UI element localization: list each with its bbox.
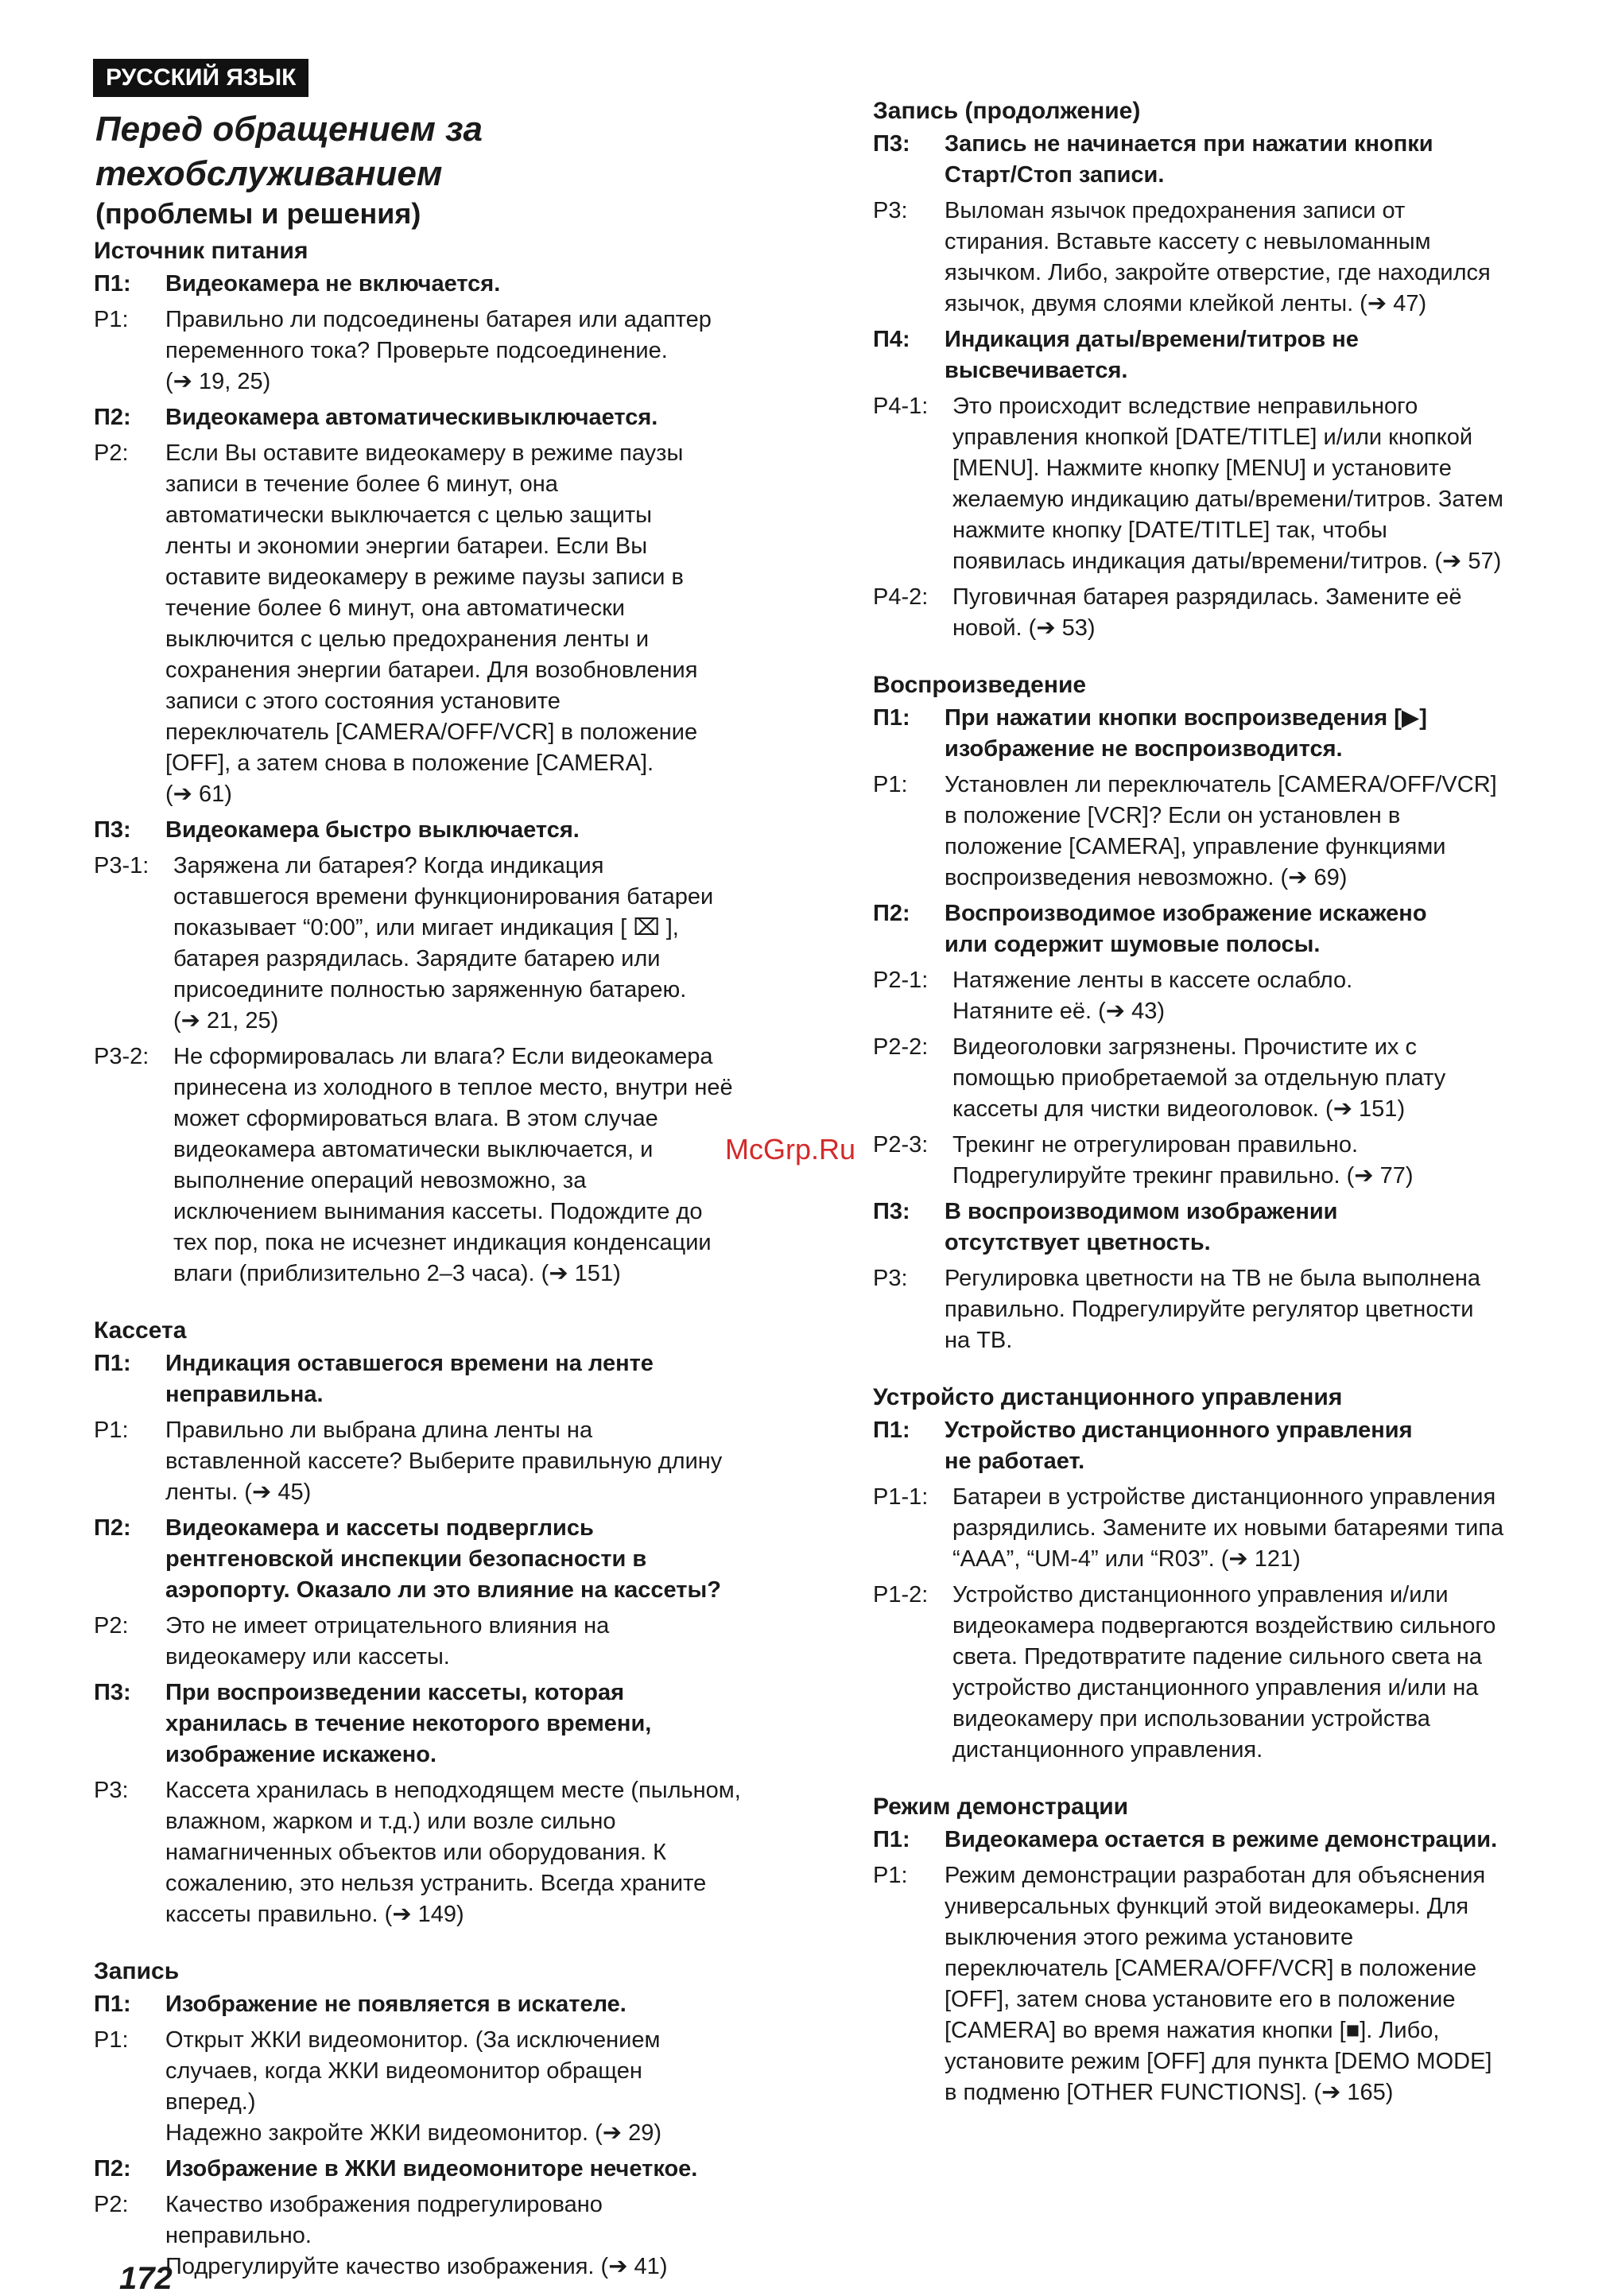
- question-label: П3:: [873, 131, 910, 157]
- question-text: Видеокамера автоматическивыключается.: [165, 405, 658, 430]
- answer-text: Натяжение ленты в кассете ослабло. Натяните её. (➔ 43): [952, 968, 1353, 1024]
- question-label: П3:: [873, 1199, 910, 1224]
- answer-row: [873, 1263, 1589, 1356]
- answer-row: [94, 2189, 825, 2282]
- left-column: [94, 235, 825, 2287]
- answer-text: Пуговичная батарея разрядилась. Замените её новой. (➔ 53): [952, 584, 1462, 641]
- answer-label: Р3:: [873, 1266, 908, 1291]
- page-title: [95, 107, 700, 196]
- answer-row: [873, 582, 1589, 644]
- question-text: Видеокамера быстро выключается.: [165, 817, 580, 843]
- question-text: В воспроизводимом изображении отсутствует цветность.: [945, 1199, 1338, 1255]
- answer-label: Р1-1:: [873, 1484, 929, 1510]
- section-2: [873, 669, 1589, 1356]
- answer-text: Это происходит вследствие неправильного управления кнопкой [DATE/TITLE] и/или кнопкой [MENU]. Нажмите кнопку [MENU] и установите желаемую индикацию даты/времени/титров. Затем нажмите кнопку [DATE/TITLE] так, чтобы появилась индикация даты/времени/титров. (➔ 57): [952, 394, 1503, 574]
- question-row: [94, 269, 825, 300]
- question-text: Воспроизводимое изображение искажено или содержит шумовые полосы.: [945, 901, 1427, 957]
- answer-label: Р2:: [94, 2192, 129, 2217]
- answer-label: Р3:: [94, 1778, 129, 1803]
- question-row: [873, 1415, 1589, 1477]
- answer-text: Трекинг не отрегулирован правильно. Подрегулируйте трекинг правильно. (➔ 77): [952, 1132, 1414, 1189]
- answer-label: Р3-1:: [94, 853, 149, 878]
- section-title: Воспроизведение: [873, 672, 1087, 698]
- answer-text: Правильно ли подсоединены батарея или адаптер переменного тока? Проверьте подсоединение. (➔ 19, 25): [165, 307, 712, 394]
- answer-row: [94, 304, 825, 398]
- answer-text: Не сформировалась ли влага? Если видеокамера принесена из холодного в теплое место, внутри неё может сформироваться влага. В этом случае видеокамера автоматически выключается, и выполнение операций невозможно, за исключением вынимания кассеты. Подождите до тех пор, пока не исчезнет индикация конденсации влаги (приблизительно 2–3 часа). (➔ 151): [173, 1044, 733, 1286]
- answer-text: Качество изображения подрегулировано неправильно. Подрегулируйте качество изображения. (➔ 41): [165, 2192, 668, 2279]
- question-text: Устройство дистанционного управления не работает.: [945, 1418, 1413, 1474]
- answer-row: [873, 1580, 1589, 1766]
- answer-label: Р1-2:: [873, 1582, 929, 1608]
- answer-row: [94, 2025, 825, 2149]
- question-label: П1:: [94, 1351, 131, 1376]
- question-label: П1:: [94, 271, 131, 297]
- question-label: П2:: [873, 901, 910, 926]
- question-text: Видеокамера остается в режиме демонстрации.: [945, 1827, 1498, 1852]
- question-text: Видеокамера не включается.: [165, 271, 501, 297]
- right-column: [873, 95, 1589, 2113]
- section-4: [873, 1791, 1589, 2108]
- question-row: [94, 815, 825, 846]
- watermark-text: McGrp.Ru: [725, 1133, 856, 1165]
- answer-row: [94, 1775, 825, 1930]
- answer-label: Р2:: [94, 440, 129, 466]
- answer-text: Открыт ЖКИ видеомонитор. (За исключением случаев, когда ЖКИ видеомонитор обращен вперед.) Надежно закройте ЖКИ видеомонитор. (➔ 29): [165, 2027, 661, 2146]
- language-badge: РУССКИЙ ЯЗЫК: [93, 59, 308, 97]
- answer-row: [873, 391, 1589, 577]
- answer-text: Это не имеет отрицательного влияния на видеокамеру или кассеты.: [165, 1613, 610, 1670]
- section-1: [873, 95, 1589, 644]
- answer-text: Установлен ли переключатель [CAMERA/OFF/VCR] в положение [VCR]? Если он установлен в положение [CAMERA], управление функциями воспроизведения невозможно. (➔ 69): [945, 772, 1497, 890]
- question-label: П3:: [94, 817, 131, 843]
- section-title: Устройсто дистанционного управления: [873, 1384, 1343, 1410]
- question-text: Индикация даты/времени/титров не высвечивается.: [945, 327, 1359, 383]
- page-subtitle: (проблемы и решения): [95, 197, 421, 230]
- answer-row: [94, 1041, 825, 1290]
- question-text: Изображение в ЖКИ видеомониторе нечеткое.: [165, 2156, 698, 2182]
- answer-label: Р1:: [94, 307, 129, 332]
- answer-label: Р2-2:: [873, 1034, 929, 1060]
- answer-text: Если Вы оставите видеокамеру в режиме паузы записи в течение более 6 минут, она автоматически выключается с целью защиты ленты и экономии энергии батареи. Если Вы оставите видеокамеру в режиме паузы записи в течение более 6 минут, она автоматически выключится с целью предохранения ленты и сохранения энергии батареи. Для возобновления записи с этого состояния установите переключатель [CAMERA/OFF/VCR] в положение [OFF], а затем снова в положение [CAMERA]. (➔ 61): [165, 440, 698, 807]
- question-label: П1:: [94, 1992, 131, 2017]
- answer-label: Р2-3:: [873, 1132, 929, 1158]
- question-label: П1:: [873, 705, 910, 731]
- answer-row: [873, 1860, 1589, 2108]
- answer-row: [873, 770, 1589, 894]
- page-title-text: Перед обращением за техобслуживанием: [95, 110, 483, 193]
- answer-row: [873, 196, 1589, 320]
- answer-text: Выломан язычок предохранения записи от стирания. Вставьте кассету с невыломанным язычком. Либо, закройте отверстие, где находился язычок, двумя слоями клейкой ленты. (➔ 47): [945, 198, 1491, 316]
- answer-label: Р1:: [873, 772, 908, 797]
- section-title: Источник питания: [94, 238, 308, 264]
- answer-label: Р2-1:: [873, 968, 929, 993]
- section-2: [94, 1315, 825, 1930]
- section-3: [94, 1956, 825, 2282]
- question-label: П1:: [873, 1418, 910, 1443]
- question-row: [94, 1989, 825, 2020]
- answer-text: Режим демонстрации разработан для объяснения универсальных функций этой видеокамеры. Для выключения этого режима установите переключатель [CAMERA/OFF/VCR] в положение [OFF], затем снова установите его в положение [CAMERA] во время нажатия кнопки [■]. Либо, установите режим [OFF] для пункта [DEMO MODE] в подменю [OTHER FUNCTIONS]. (➔ 165): [945, 1863, 1492, 2105]
- question-label: П3:: [94, 1680, 131, 1705]
- answer-text: Батареи в устройстве дистанционного управления разрядились. Замените их новыми батареями типа “AAA”, “UM-4” или “R03”. (➔ 121): [952, 1484, 1504, 1572]
- answer-label: Р3:: [873, 198, 908, 223]
- question-row: [873, 324, 1589, 386]
- question-row: [873, 703, 1589, 765]
- question-label: П2:: [94, 405, 131, 430]
- section-title: Запись (продолжение): [873, 98, 1141, 124]
- question-row: [94, 402, 825, 433]
- question-text: Индикация оставшегося времени на ленте неправильна.: [165, 1351, 654, 1407]
- question-row: [94, 1677, 825, 1770]
- question-text: При воспроизведении кассеты, которая хранилась в течение некоторого времени, изображение искажено.: [165, 1680, 652, 1767]
- answer-text: Видеоголовки загрязнены. Прочистите их с помощью приобретаемой за отдельную плату кассеты для чистки видеоголовок. (➔ 151): [952, 1034, 1446, 1122]
- answer-text: Устройство дистанционного управления и/или видеокамера подвергаются воздействию сильного света. Предотвратите падение сильного света на устройство дистанционного управления и/или на видеокамеру при использовании устройства дистанционного управления.: [952, 1582, 1496, 1763]
- answer-text: Правильно ли выбрана длина ленты на вставленной кассете? Выберите правильную длину ленты. (➔ 45): [165, 1418, 723, 1505]
- question-row: [873, 898, 1589, 960]
- question-row: [94, 1348, 825, 1410]
- question-row: [94, 1513, 825, 1606]
- page-number: 172: [119, 2261, 173, 2296]
- answer-label: Р4-1:: [873, 394, 929, 419]
- question-label: П1:: [873, 1827, 910, 1852]
- section-title: Режим демонстрации: [873, 1794, 1129, 1820]
- answer-text: Кассета хранилась в неподходящем месте (пыльном, влажном, жарком и т.д.) или возле сильно намагниченных объектов или оборудования. К сожалению, это нельзя устранить. Всегда храните кассеты правильно. (➔ 149): [165, 1778, 741, 1927]
- section-1: [94, 235, 825, 1290]
- question-row: [873, 1196, 1589, 1259]
- answer-row: [873, 1032, 1589, 1125]
- question-text: Изображение не появляется в искателе.: [165, 1992, 626, 2017]
- question-label: П4:: [873, 327, 910, 352]
- question-row: [873, 129, 1589, 191]
- answer-label: Р1:: [873, 1863, 908, 1888]
- section-title: Запись: [94, 1958, 180, 1984]
- question-label: П2:: [94, 1515, 131, 1541]
- answer-text: Регулировка цветности на ТВ не была выполнена правильно. Подрегулируйте регулятор цветности на ТВ.: [945, 1266, 1480, 1353]
- answer-row: [94, 1415, 825, 1508]
- question-label: П2:: [94, 2156, 131, 2182]
- answer-text: Заряжена ли батарея? Когда индикация оставшегося времени функционирования батареи показывает “0:00”, или мигает индикация [ ⌧ ], батарея разрядилась. Зарядите батарею или присоедините полностью заряженную батарею. (➔ 21, 25): [173, 853, 714, 1034]
- answer-row: [94, 851, 825, 1037]
- question-row: [94, 2154, 825, 2185]
- answer-row: [873, 965, 1589, 1027]
- answer-row: [873, 1482, 1589, 1575]
- section-title: Кассета: [94, 1317, 187, 1344]
- question-text: Запись не начинается при нажатии кнопки Старт/Стоп записи.: [945, 131, 1433, 188]
- answer-row: [873, 1130, 1589, 1192]
- answer-label: Р3-2:: [94, 1044, 149, 1069]
- answer-label: Р1:: [94, 1418, 129, 1443]
- question-text: При нажатии кнопки воспроизведения [▶] изображение не воспроизводится.: [945, 705, 1427, 762]
- question-row: [873, 1825, 1589, 1856]
- answer-label: Р4-2:: [873, 584, 929, 610]
- question-text: Видеокамера и кассеты подверглись рентгеновской инспекции безопасности в аэропорту. Оказало ли это влияние на кассеты?: [165, 1515, 721, 1603]
- answer-label: Р2:: [94, 1613, 129, 1639]
- answer-label: Р1:: [94, 2027, 129, 2053]
- answer-row: [94, 1611, 825, 1673]
- section-3: [873, 1382, 1589, 1766]
- answer-row: [94, 438, 825, 810]
